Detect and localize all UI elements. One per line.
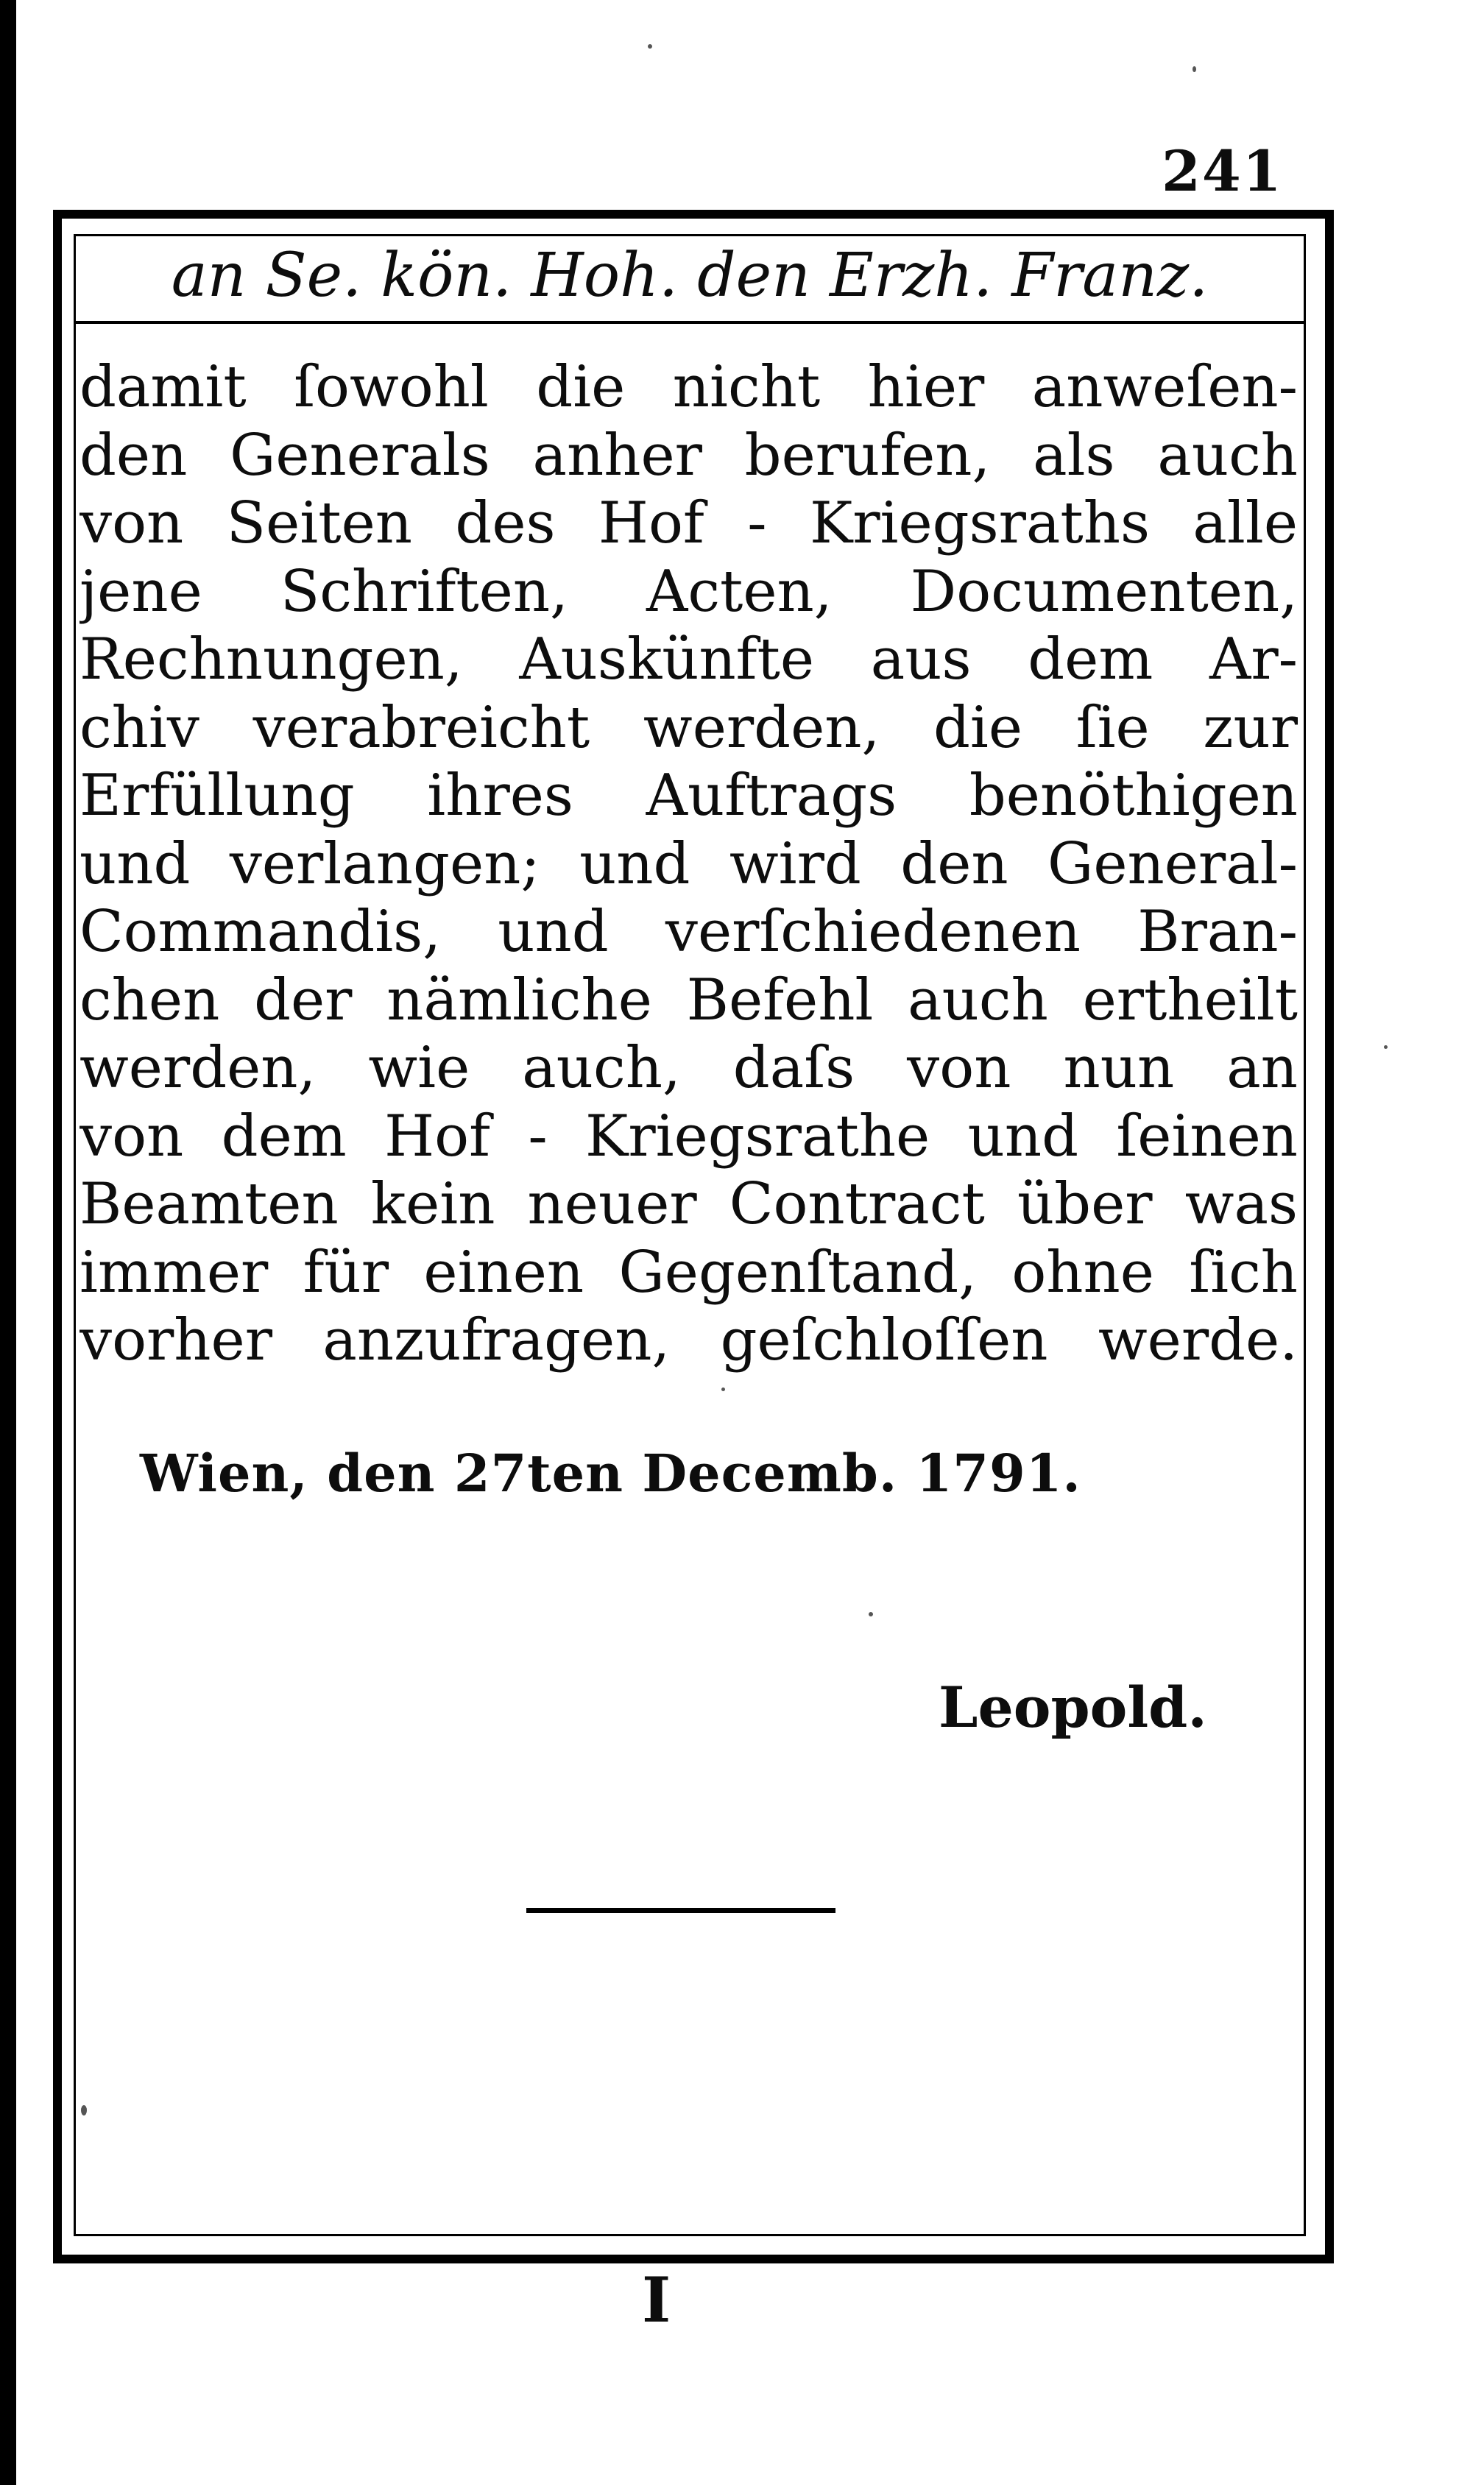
body-line: Beamten kein neuer Contract über was [80,1171,1298,1237]
running-head: an Se. kön. Hoh. den Erzh. Franz. [171,241,1209,311]
body-line: und verlangen; und wird den General- [80,830,1298,897]
scan-speck [81,2105,87,2115]
body-text [80,353,1298,1375]
body-line: Erfüllung ihres Auftrags benöthigen [80,763,1298,829]
body-line: von Seiten des Hof - Kriegsraths alle [80,490,1298,556]
scan-speck [869,1612,873,1616]
body-line: vorher anzufragen, geſchloſſen werde. [80,1307,1298,1374]
body-line: chen der nämliche Befehl auch ertheilt [80,966,1298,1033]
scan-speck [648,44,652,49]
body-line: damit ſowohl die nicht hier anweſen- [80,354,1298,420]
signature-mark: I [642,2263,671,2336]
body-line: von dem Hof - Kriegsrathe und ſeinen [80,1103,1298,1170]
signature: Leopold. [939,1675,1207,1740]
dateline: Wien, den 27ten Decemb. 1791. [140,1443,1081,1504]
scan-edge [0,0,16,2485]
header-rule [74,321,1306,324]
scan-speck [1192,66,1196,72]
closing-rule [526,1908,835,1913]
body-line: jene Schriften, Acten, Documenten, [80,558,1298,625]
body-line: den Generals anher berufen, als auch [80,422,1298,489]
scan-speck [1384,1045,1388,1049]
page-number: 241 [1162,138,1283,204]
body-line: immer für einen Gegenſtand, ohne ſich [80,1239,1298,1306]
body-line: Rechnungen, Auskünfte aus dem Ar- [80,626,1298,693]
body-line: werden, wie auch, daſs von nun an [80,1035,1298,1101]
body-line: chiv verabreicht werden, die ſie zur [80,694,1298,761]
scan-speck [721,1388,725,1391]
body-line: Commandis, und verſchiedenen Bran- [80,899,1298,965]
